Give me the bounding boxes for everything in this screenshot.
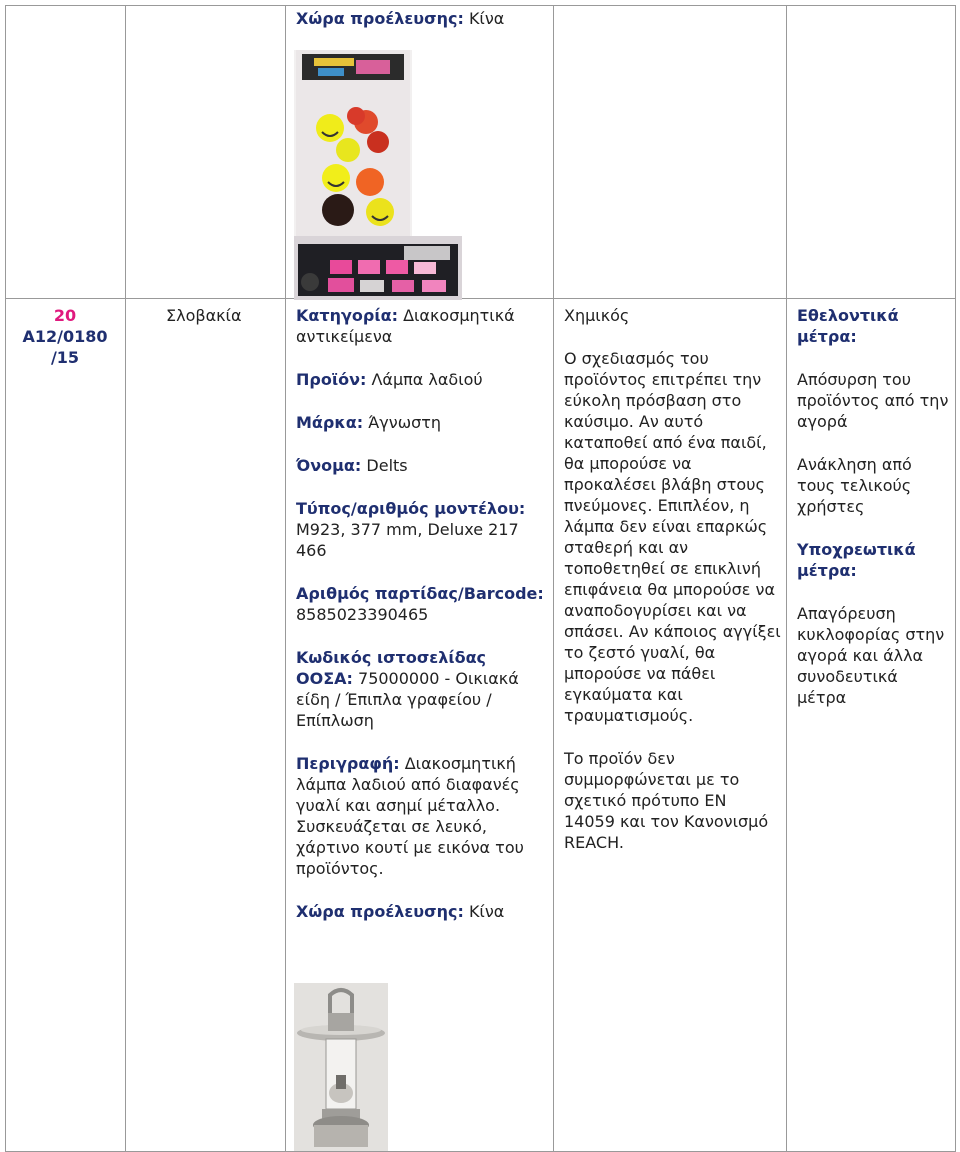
oecd-label: Κωδικός ιστοσελίδας ΟΟΣΑ: [296,648,487,688]
risk-description [564,305,782,875]
brand-value: Άγνωστη [368,413,442,432]
risk-paragraph-1: Ο σχεδιασμός του προϊόντος επιτρέπει την εύκολη πρόσβαση στο καύσιμο. Αν αυτό καταποθεί από ένα παιδί, θα μπορούσε να προκαλέσει βλάβη στους πνεύμονες. Επιπλέον, η λάμπα δεν είναι επαρκώς σταθερή και αν τοποθετηθεί σε επικλινή επιφάνεια θα μπορούσε να αναποδογυρίσει και να σπάσει. Αν κάποιος αγγίξει το ζεστό γυαλί, θα μπορούσε να πάθει εγκαύματα και τραυματισμούς. [564,349,781,725]
risk-paragraph-2: Το προϊόν δεν συμμορφώνεται με το σχετικό πρότυπο EN 14059 και τον Κανονισμό REACH. [564,749,769,852]
row-reference [5,326,125,368]
brand-label: Μάρκα: [296,413,364,432]
name-value: Delts [366,456,408,475]
description-block [296,753,548,879]
product-photo-elastic-card [294,236,462,300]
category-block [296,305,548,347]
batch-block [296,583,548,625]
country-value: Σλοβακία [166,306,242,325]
origin-value: Κίνα [468,9,505,28]
product-photo-elastics-bag [294,50,412,238]
model-block [296,498,548,561]
oecd-block [296,647,548,731]
name-label: Όνομα: [296,456,362,475]
voluntary-measures-label: Εθελοντικά μέτρα: [797,306,899,346]
model-value: M923, 377 mm, Deluxe 217 466 [296,520,519,560]
grid-line-left [5,5,6,1152]
oecd-value: 75000000 - Οικιακά είδη / Έπιπλα γραφείου / Επίπλωση [296,669,519,730]
origin-block [296,901,548,922]
product-details [296,305,548,944]
product-photo-oil-lamp [294,983,388,1151]
grid-line-top [5,5,955,6]
batch-label: Αριθμός παρτίδας/Barcode: [296,584,544,603]
grid-line-col3 [553,5,554,1152]
row-number [5,305,125,326]
grid-line-right [955,5,956,1152]
voluntary-measure-1: Απόσυρση του προϊόντος από την αγορά [797,370,949,431]
origin-label: Χώρα προέλευσης: [296,9,464,28]
product-block [296,369,548,390]
origin-value: Κίνα [468,902,505,921]
row-number-value: 20 [53,306,77,325]
batch-value: 8585023390465 [296,605,429,624]
category-value: Διακοσμητικά αντικείμενα [296,306,515,346]
mandatory-measure-1: Απαγόρευση κυκλοφορίας στην αγορά και άλλα συνοδευτικά μέτρα [797,604,945,707]
name-block [296,455,548,476]
category-label: Κατηγορία: [296,306,398,325]
product-value: Λάμπα λαδιού [371,370,483,389]
brand-block [296,412,548,433]
grid-line-col2 [285,5,286,1152]
grid-line-col4 [786,5,787,1152]
model-label: Τύπος/αριθμός μοντέλου: [296,499,526,518]
product-label: Προϊόν: [296,370,367,389]
reference-line-1: A12/0180 [22,327,108,346]
risk-type: Χημικός [564,306,630,325]
grid-line-row-separator [5,298,955,299]
mandatory-measures-label: Υποχρεωτικά μέτρα: [797,540,916,580]
measures [797,305,951,730]
reference-line-2: /15 [50,348,80,367]
origin-label: Χώρα προέλευσης: [296,902,464,921]
description-value: Διακοσμητική λάμπα λαδιού από διαφανές γυαλί και ασημί μέταλλο. Συσκευάζεται σε λευκό, χάρτινο κουτί με εικόνα του προϊόντος. [296,754,524,878]
description-label: Περιγραφή: [296,754,400,773]
notifying-country [166,305,281,326]
grid-line-col1 [125,5,126,1152]
voluntary-measure-2: Ανάκληση από τους τελικούς χρήστες [797,455,912,516]
prev-row-origin [296,8,546,29]
